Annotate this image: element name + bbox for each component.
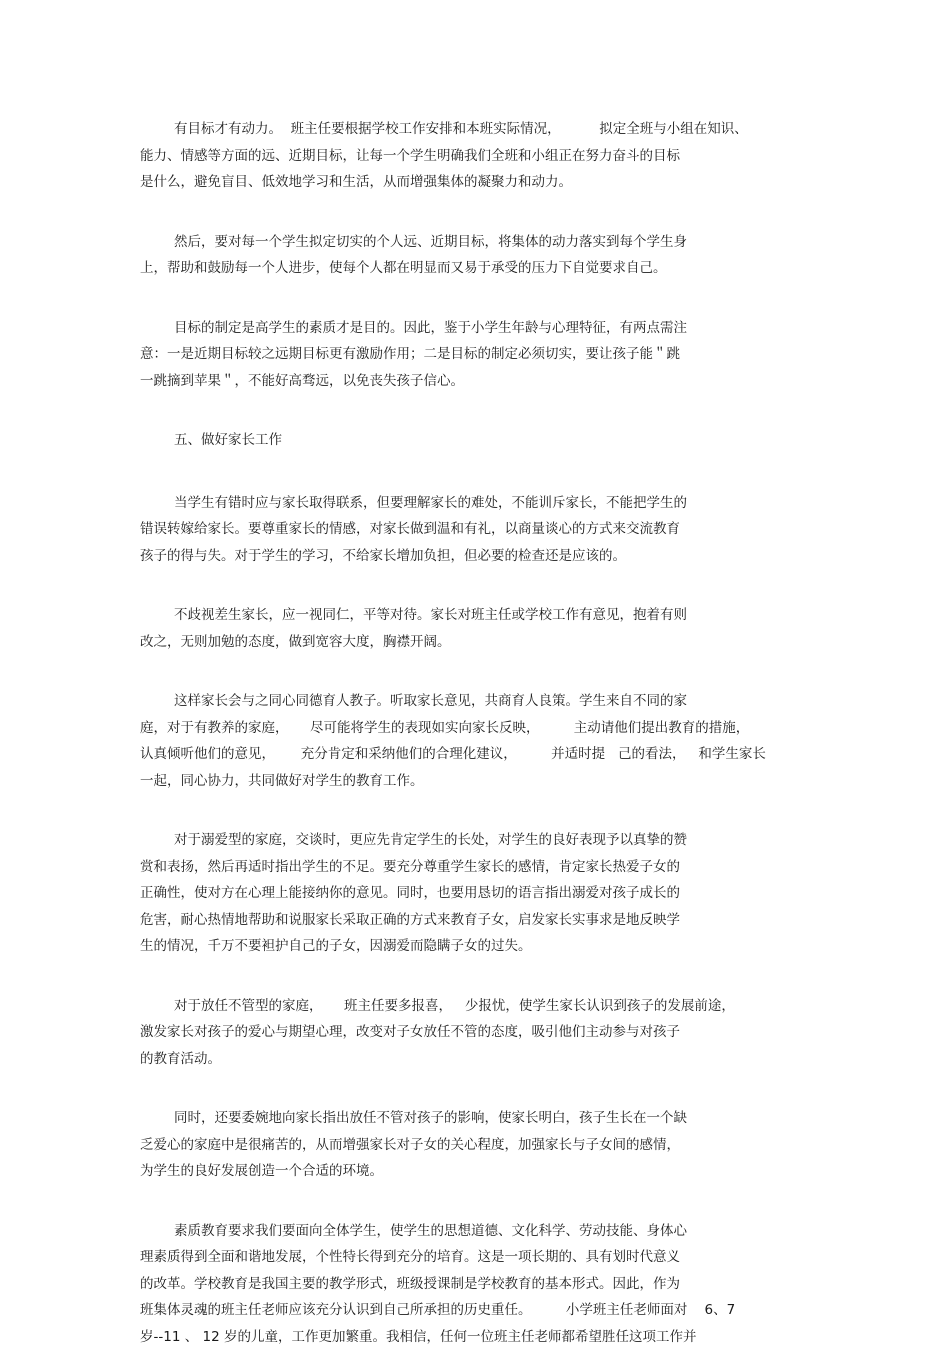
text-line: 然后，要对每一个学生拟定切实的个人远、近期目标，将集体的动力落实到每个学生身: [140, 229, 814, 256]
text-line: 能力、情感等方面的远、近期目标，让每一个学生明确我们全班和小组正在努力奋斗的目标: [140, 143, 814, 170]
text-line: 孩子的得与失。对于学生的学习，不给家长增加负担，但必要的检查还是应该的。: [140, 543, 814, 570]
text-line: 目标的制定是高学生的素质才是目的。因此，鉴于小学生年龄与心理特征，有两点需注: [140, 315, 814, 342]
text-line: 同时，还要委婉地向家长指出放任不管对孩子的影响，使家长明白，孩子生长在一个缺: [140, 1105, 814, 1132]
text-line: 庭，对于有教养的家庭， 尽可能将学生的表现如实向家长反映， 主动请他们提出教育的措施，: [140, 715, 814, 742]
text-line: 岁--11 、 12 岁的儿童，工作更加繁重。我相信，任何一位班主任老师都希望胜任这项工作并: [140, 1324, 814, 1350]
paragraph: [140, 315, 814, 395]
text-line: 五、做好家长工作: [140, 427, 814, 454]
text-line: 有目标才有动力。 班主任要根据学校工作安排和本班实际情况， 拟定全班与小组在知识、: [140, 116, 814, 143]
text-line: 一起，同心协力，共同做好对学生的教育工作。: [140, 768, 814, 795]
text-line: 对于溺爱型的家庭，交谈时，更应先肯定学生的长处，对学生的良好表现予以真挚的赞: [140, 827, 814, 854]
paragraph: [140, 490, 814, 570]
text-line: 生的情况，千万不要袒护自己的子女，因溺爱而隐瞒子女的过失。: [140, 933, 814, 960]
text-line: 错误转嫁给家长。要尊重家长的情感，对家长做到温和有礼，以商量谈心的方式来交流教育: [140, 516, 814, 543]
text-line: 是什么，避免盲目、低效地学习和生活，从而增强集体的凝聚力和动力。: [140, 169, 814, 196]
text-line: 为学生的良好发展创造一个合适的环境。: [140, 1158, 814, 1185]
text-line: 激发家长对孩子的爱心与期望心理，改变对子女放任不管的态度，吸引他们主动参与对孩子: [140, 1019, 814, 1046]
text-line: 对于放任不管型的家庭， 班主任要多报喜， 少报忧，使学生家长认识到孩子的发展前途，: [140, 993, 814, 1020]
paragraph: [140, 229, 814, 282]
text-line: 赏和表扬，然后再适时指出学生的不足。要充分尊重学生家长的感情，肯定家长热爱子女的: [140, 854, 814, 881]
document-body: [140, 116, 814, 1350]
text-line: 的改革。学校教育是我国主要的教学形式，班级授课制是学校教育的基本形式。因此，作为: [140, 1271, 814, 1298]
paragraph: [140, 1218, 814, 1350]
paragraph: [140, 688, 814, 794]
text-line: 认真倾听他们的意见， 充分肯定和采纳他们的合理化建议， 并适时提 己的看法， 和学生家长: [140, 741, 814, 768]
paragraph: [140, 1105, 814, 1185]
text-line: 这样家长会与之同心同德育人教子。听取家长意见，共商育人良策。学生来自不同的家: [140, 688, 814, 715]
text-line: 理素质得到全面和谐地发展，个性特长得到充分的培育。这是一项长期的、具有划时代意义: [140, 1244, 814, 1271]
paragraph: [140, 116, 814, 196]
text-line: 改之，无则加勉的态度，做到宽容大度，胸襟开阔。: [140, 629, 814, 656]
paragraph: [140, 827, 814, 960]
text-line: 的教育活动。: [140, 1046, 814, 1073]
text-line: 素质教育要求我们要面向全体学生，使学生的思想道德、文化科学、劳动技能、身体心: [140, 1218, 814, 1245]
text-line: 不歧视差生家长，应一视同仁，平等对待。家长对班主任或学校工作有意见，抱着有则: [140, 602, 814, 629]
section-heading: [140, 427, 814, 454]
paragraph: [140, 993, 814, 1073]
text-line: 一跳摘到苹果＂，不能好高骛远，以免丧失孩子信心。: [140, 368, 814, 395]
paragraph: [140, 602, 814, 655]
text-line: 危害，耐心热情地帮助和说服家长采取正确的方式来教育子女，启发家长实事求是地反映学: [140, 907, 814, 934]
text-line: 上，帮助和鼓励每一个人进步，使每个人都在明显而又易于承受的压力下自觉要求自己。: [140, 255, 814, 282]
text-line: 乏爱心的家庭中是很痛苦的，从而增强家长对子女的关心程度，加强家长与子女间的感情，: [140, 1132, 814, 1159]
text-line: 当学生有错时应与家长取得联系，但要理解家长的难处，不能训斥家长，不能把学生的: [140, 490, 814, 517]
text-line: 正确性，使对方在心理上能接纳你的意见。同时，也要用恳切的语言指出溺爱对孩子成长的: [140, 880, 814, 907]
text-line: 班集体灵魂的班主任老师应该充分认识到自己所承担的历史重任。 小学班主任老师面对 6、7: [140, 1297, 814, 1324]
text-line: 意：一是近期目标较之远期目标更有激励作用；二是目标的制定必须切实，要让孩子能＂跳: [140, 341, 814, 368]
